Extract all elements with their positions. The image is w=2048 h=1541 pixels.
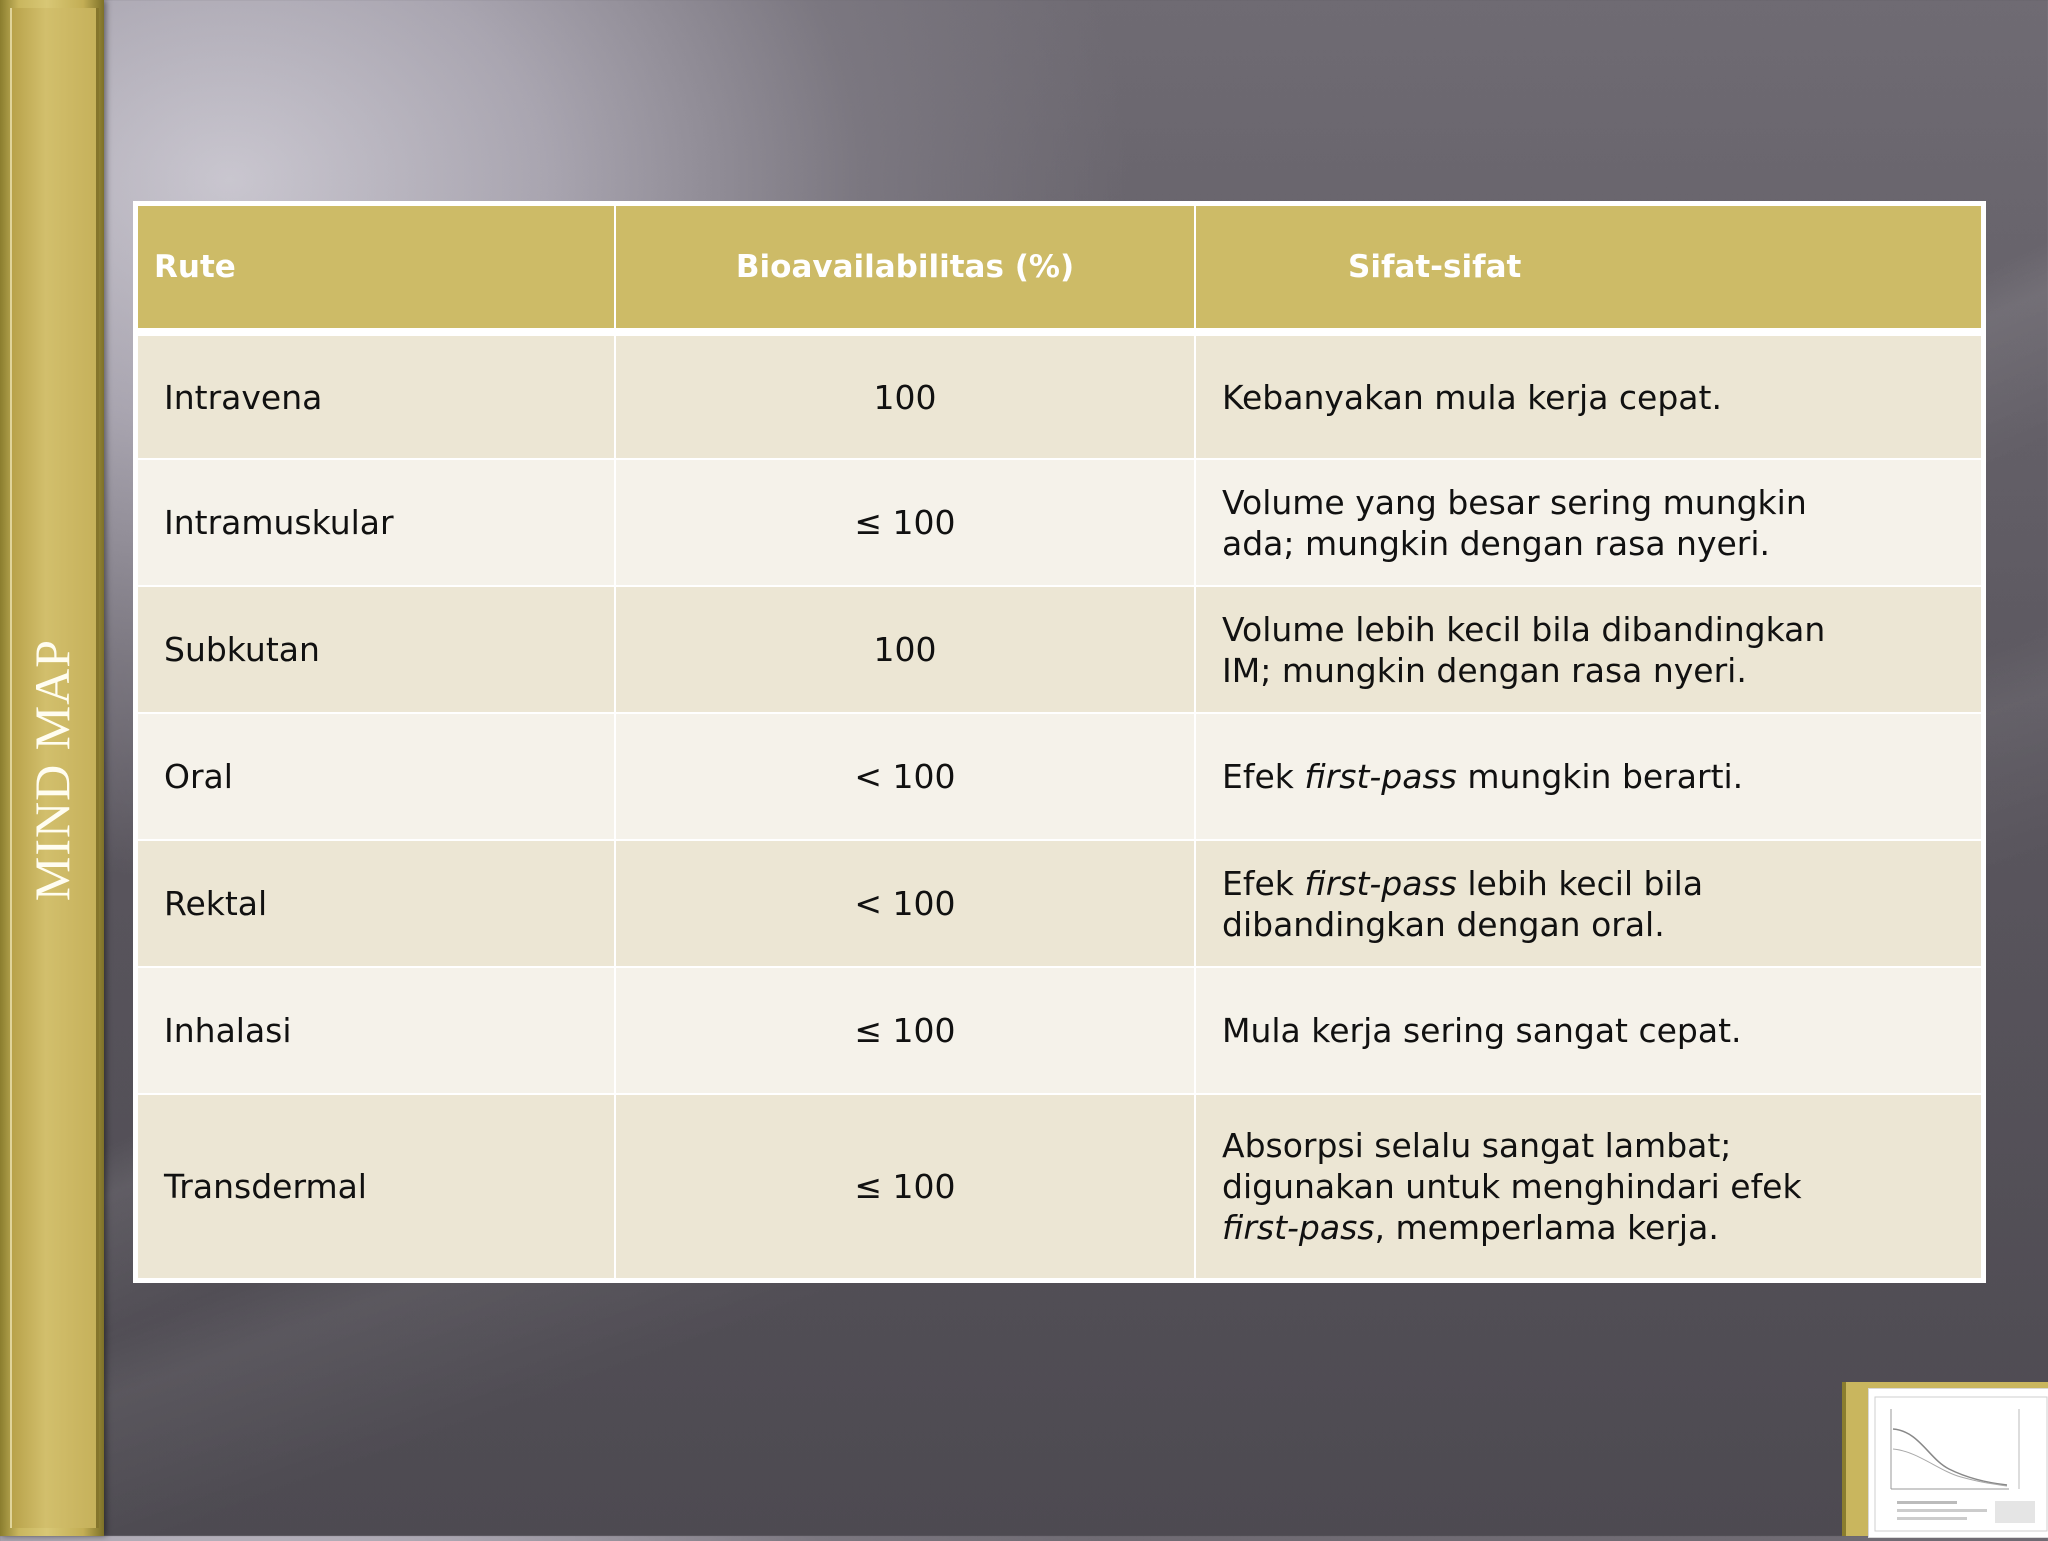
bioavailability-table bbox=[136, 204, 1983, 1280]
bioavailability-cell: 100 bbox=[615, 332, 1195, 459]
bioavailability-cell: < 100 bbox=[615, 840, 1195, 967]
bioavailability-cell: ≤ 100 bbox=[615, 967, 1195, 1094]
route-cell: Intramuskular bbox=[137, 459, 615, 586]
table-row bbox=[137, 586, 1982, 713]
properties-cell: Volume lebih kecil bila dibandingkan IM; mungkin dengan rasa nyeri. bbox=[1195, 586, 1982, 713]
table-row bbox=[137, 840, 1982, 967]
table-row bbox=[137, 332, 1982, 459]
route-cell: Rektal bbox=[137, 840, 615, 967]
bioavailability-cell: 100 bbox=[615, 586, 1195, 713]
header-bioavailability: Bioavailabilitas (%) bbox=[615, 205, 1195, 332]
table-row bbox=[137, 713, 1982, 840]
route-cell: Subkutan bbox=[137, 586, 615, 713]
properties-cell: Mula kerja sering sangat cepat. bbox=[1195, 967, 1982, 1094]
properties-cell: Absorpsi selalu sangat lambat; digunakan untuk menghindari efek first-pass, memperlama kerja. bbox=[1195, 1094, 1982, 1279]
header-route: Rute bbox=[137, 205, 615, 332]
properties-cell: Efek first-pass lebih kecil bila dibandingkan dengan oral. bbox=[1195, 840, 1982, 967]
properties-cell: Volume yang besar sering mungkin ada; mungkin dengan rasa nyeri. bbox=[1195, 459, 1982, 586]
header-properties: Sifat-sifat bbox=[1195, 205, 1982, 332]
route-cell: Oral bbox=[137, 713, 615, 840]
route-cell: Transdermal bbox=[137, 1094, 615, 1279]
route-cell: Inhalasi bbox=[137, 967, 615, 1094]
bioavailability-cell: < 100 bbox=[615, 713, 1195, 840]
slide-thumbnail[interactable] bbox=[1868, 1388, 2048, 1538]
bioavailability-cell: ≤ 100 bbox=[615, 459, 1195, 586]
properties-cell: Efek first-pass mungkin berarti. bbox=[1195, 713, 1982, 840]
properties-cell: Kebanyakan mula kerja cepat. bbox=[1195, 332, 1982, 459]
table-row bbox=[137, 459, 1982, 586]
header-row bbox=[137, 205, 1982, 332]
mini-chart-icon bbox=[1869, 1389, 2048, 1537]
bioavailability-cell: ≤ 100 bbox=[615, 1094, 1195, 1279]
route-cell: Intravena bbox=[137, 332, 615, 459]
side-title: MIND MAP bbox=[24, 638, 80, 902]
slide-thumbnail-frame[interactable] bbox=[1842, 1382, 2048, 1536]
table-row bbox=[137, 967, 1982, 1094]
table-row bbox=[137, 1094, 1982, 1279]
side-bar bbox=[0, 0, 104, 1536]
